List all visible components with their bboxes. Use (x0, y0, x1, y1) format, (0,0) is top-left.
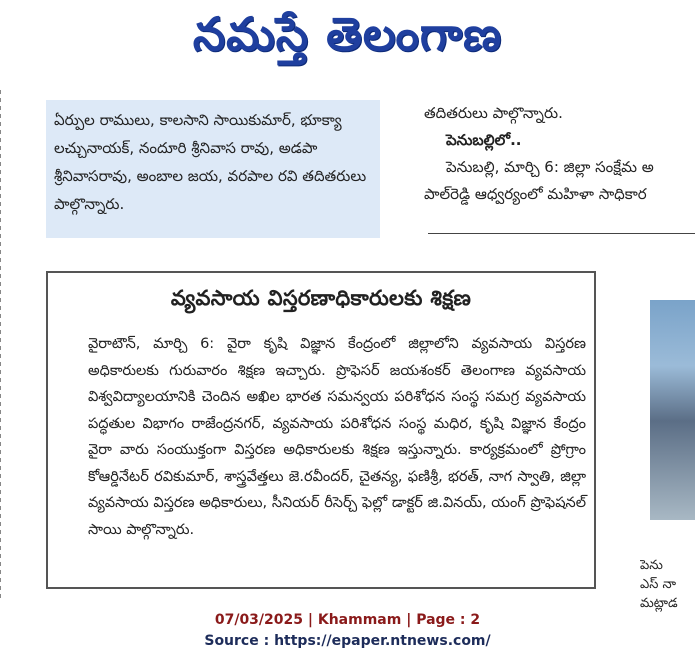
edition-info: 07/03/2025 | Khammam | Page : 2 (214, 612, 481, 628)
right-col-subhead: పెనుబల్లిలో.. (446, 131, 522, 149)
article-headline: వ్యవసాయ విస్తరణాధికారులకు శిక్షణ (170, 286, 472, 310)
caption-line: మట్లాడ (640, 596, 678, 611)
masthead (0, 0, 695, 80)
page-footer (0, 607, 695, 670)
newspaper-logo: నమస్తే తెలంగాణ (192, 7, 503, 61)
column-divider (0, 90, 1, 600)
news-article (46, 271, 596, 589)
continued-story-box (46, 100, 380, 238)
caption-line: పెను (640, 558, 663, 573)
right-col-line: పాల్‌రెడ్డి ఆధ్వర్యంలో మహిళా సాధికార (424, 185, 647, 203)
continued-story-text: ఏర్పుల రాములు, కాలసాని సాయికుమార్, భూక్యా లచ్చునాయక్, నందూరి శ్రీనివాస రావు, అడపా శ్రీనివాసరావు, అంబాల జయ, వరపాల రవి తదితరులు పాల్గొన్నారు. (54, 111, 367, 213)
news-photo (650, 300, 695, 520)
right-col-line: తదితరులు పాల్గొన్నారు. (424, 104, 563, 122)
continued-story-right (424, 100, 695, 234)
right-col-line: పెనుబల్లి, మార్చి 6: జిల్లా సంక్షేమ అ (446, 158, 654, 176)
section-rule (428, 233, 695, 234)
source-link[interactable]: Source : https://epaper.ntnews.com/ (204, 633, 491, 649)
caption-line: ఎస్ నా (640, 577, 677, 592)
article-body: వైరాటౌన్, మార్చి 6: వైరా కృషి విజ్ఞాన కేంద్రంలో జిల్లాలోని వ్యవసాయ విస్తరణ అధికారులకు గురువారం శిక్షణ ఇచ్చారు. ప్రొఫెసర్ జయశంకర్ తెలంగాణ వ్యవసాయ విశ్వవిద్యాలయానికి చెందిన అఖిల భారత సమన్వయ పరిశోధన సంస్థ సమగ్ర వ్యవసాయ పద్ధతుల విభాగం రాజేంద్రనగర్, వ్యవసాయ పరిశోధన సంస్థ మధిర, కృషి విజ్ఞాన కేంద్రం వైరా వారు సంయుక్తంగా విస్తరణ అధికారులకు శిక్షణ ఇస్తున్నారు. కార్యక్రమంలో ప్రోగ్రాం కోఆర్డినేటర్ రవికుమార్, శాస్త్రవేత్తలు జె.రవీందర్, చైతన్య, ఫణిశ్రీ, భరత్, నాగ స్వాతి, జిల్లా వ్యవసాయ విస్తరణ అధికారులు, సీనియర్ రీసెర్చ్ ఫెల్లో డాక్టర్ జి.వినయ్, యంగ్ ప్రొఫెషనల్ సాయి పాల్గొన్నారు. (88, 336, 586, 538)
